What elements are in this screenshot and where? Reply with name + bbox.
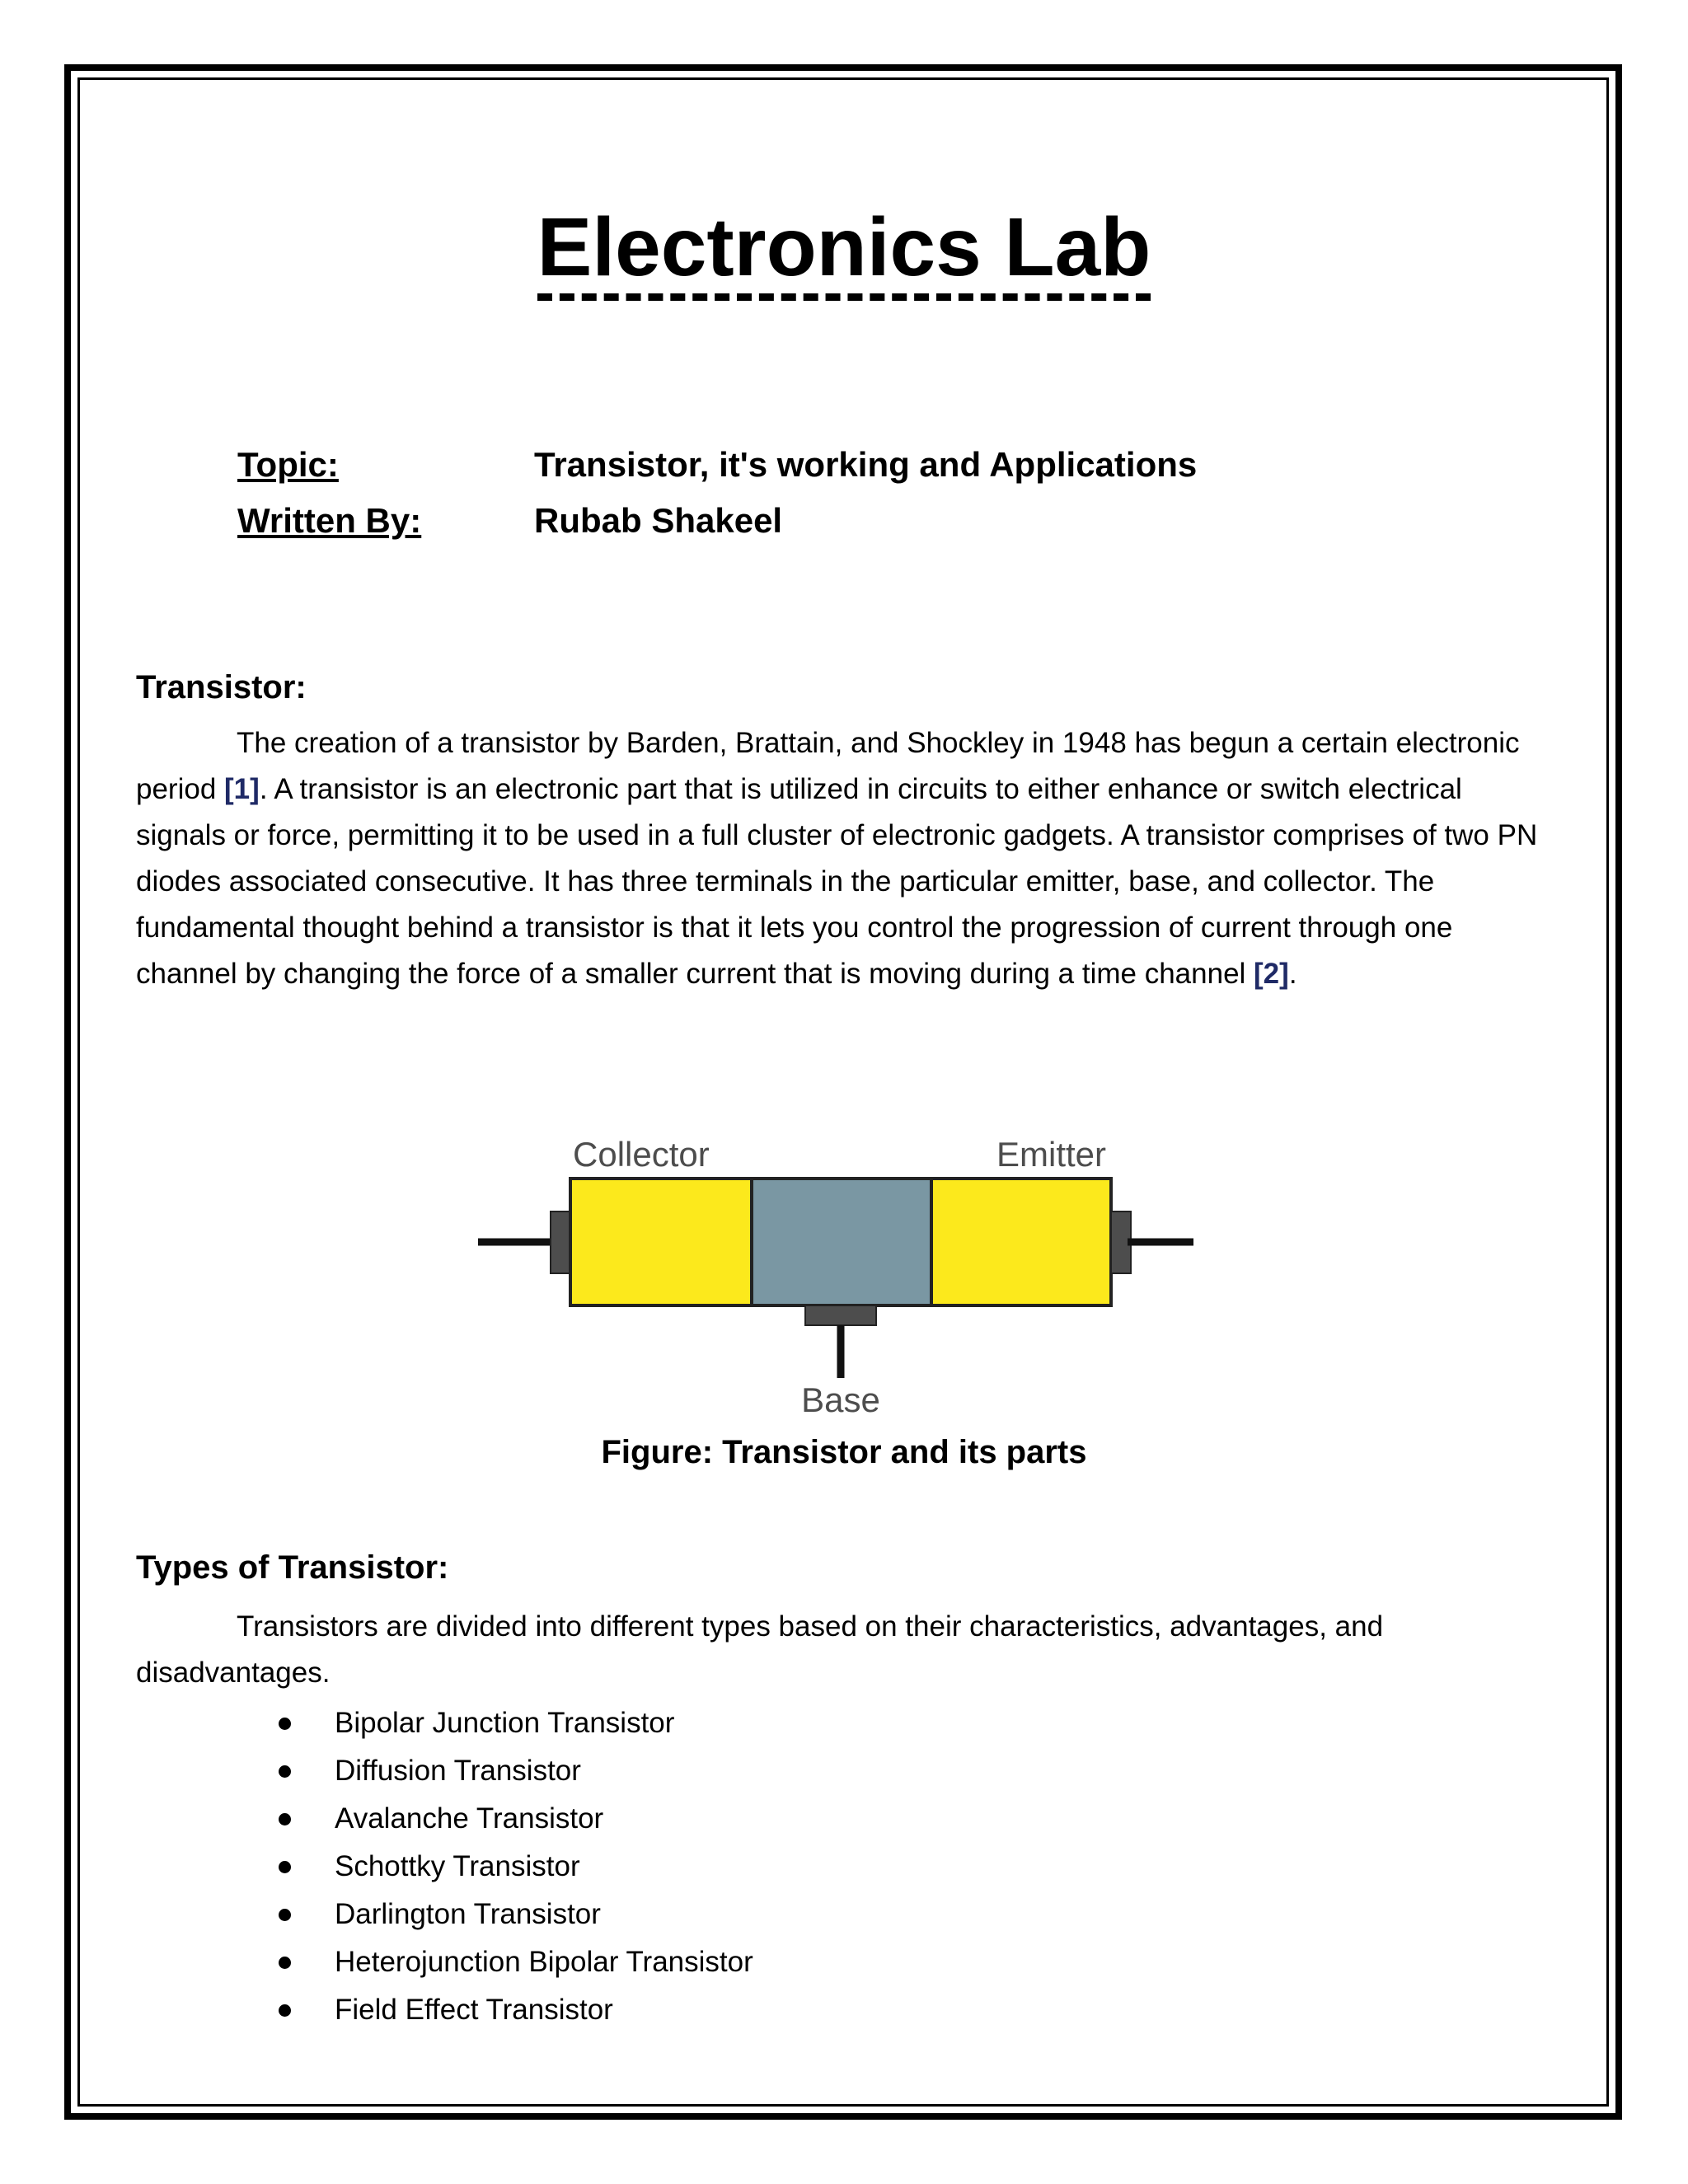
author-label: Written By: (237, 501, 422, 540)
paragraph-text-b: . A transistor is an electronic part that is utilized in circuits to either enhance or switch electrical signals or force, permitting it to be used in a full cluster of electronic gadgets. A transistor comprises of two PN diodes associated consecutive. It has three terminals in the particular emitter, base, and collector. The fundamental thought behind a transistor is that it lets you control the progression of current through one channel by changing the force of a smaller current that is moving during a time channel (136, 773, 1538, 990)
transistor-diagram (462, 1129, 1203, 1426)
citation-2: [2] (1254, 958, 1289, 990)
collector-region (570, 1179, 752, 1305)
list-item: Heterojunction Bipolar Transistor (279, 1938, 753, 1986)
emitter-label: Emitter (996, 1135, 1106, 1174)
citation-1: [1] (224, 773, 260, 805)
page-title-text: Electronics Lab (537, 206, 1151, 301)
emitter-region (931, 1179, 1111, 1305)
list-item: Diffusion Transistor (279, 1747, 753, 1795)
page-title (0, 201, 1688, 301)
list-item: Darlington Transistor (279, 1891, 753, 1938)
list-item: Schottky Transistor (279, 1843, 753, 1891)
paragraph-text-a: The creation of a transistor by Barden, Brattain, and Shockley in 1948 has begun a certain electronic period (136, 727, 1520, 805)
transistor-paragraph (136, 720, 1545, 997)
list-item: Bipolar Junction Transistor (279, 1699, 753, 1747)
base-label: Base (801, 1380, 880, 1419)
types-intro-paragraph: Transistors are divided into different types based on their characteristics, advantages, and disadvantages. (136, 1610, 1384, 1689)
section-heading-transistor: Transistor: (136, 669, 307, 705)
transistor-types-list (279, 1699, 753, 2034)
list-item: Avalanche Transistor (279, 1795, 753, 1843)
topic-value: Transistor, it's working and Applications (534, 445, 1198, 484)
figure-caption: Figure: Transistor and its parts (601, 1434, 1087, 1470)
list-item: Field Effect Transistor (279, 1986, 753, 2034)
base-terminal (805, 1305, 876, 1325)
base-region (752, 1179, 931, 1305)
paragraph-text-c: . (1288, 958, 1297, 990)
collector-label: Collector (573, 1135, 710, 1174)
author-value: Rubab Shakeel (534, 501, 783, 540)
topic-label: Topic: (237, 445, 339, 484)
section-heading-types: Types of Transistor: (136, 1549, 449, 1586)
collector-terminal (551, 1212, 570, 1273)
